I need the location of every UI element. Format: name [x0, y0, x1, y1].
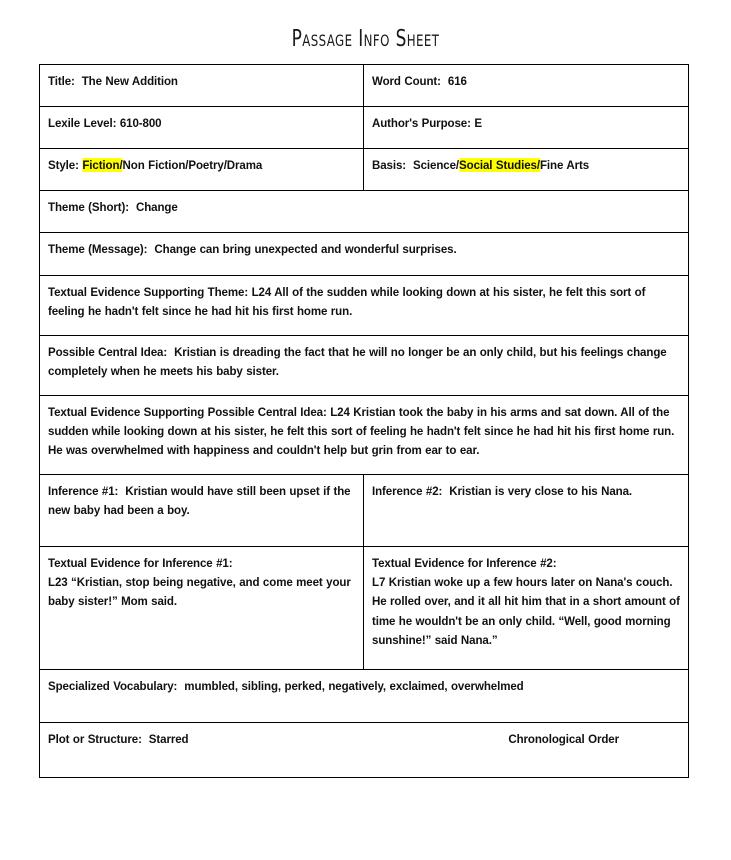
style-option-non-fiction[interactable]: Non Fiction/ [122, 158, 189, 172]
lexile-value: 610-800 [119, 116, 162, 130]
evidence-inference-1-value: L23 “Kristian, stop being negative, and come meet your baby sister!” Mom said. [48, 575, 351, 609]
evidence-inference-1-label: Textual Evidence for Inference #1: [48, 556, 233, 570]
plot-structure-primary [48, 730, 508, 749]
specialized-vocabulary-label: Specialized Vocabulary: [48, 679, 178, 693]
cell-basis [364, 149, 689, 191]
cell-title [40, 65, 364, 107]
cell-theme-short [40, 191, 689, 233]
page-title: Passage Info Sheet [291, 26, 440, 52]
cell-lexile-level [40, 107, 364, 149]
theme-short-value: Change [135, 200, 178, 214]
cell-evidence-inference-1 [40, 547, 364, 670]
title-label: Title: [48, 74, 75, 88]
inference-1-label: Inference #1: [48, 484, 119, 498]
authors-purpose-label: Author's Purpose: [372, 116, 471, 130]
basis-option-fine-arts[interactable]: Fine Arts [539, 158, 590, 172]
cell-plot-structure [40, 723, 689, 778]
cell-evidence-inference-2 [364, 547, 689, 670]
cell-central-idea [40, 336, 689, 396]
evidence-inference-2-value: L7 Kristian woke up a few hours later on Nana's couch. He rolled over, and it all hit him that in a short amount of time he wouldn't be an only child. “Well, good morning sunshine!” said Nana.” [372, 575, 680, 647]
inference-1-value: Kristian would have still been upset if the new baby had been a boy. [48, 484, 351, 518]
style-option-drama[interactable]: Drama [226, 158, 263, 172]
cell-theme-message [40, 233, 689, 276]
table-row [40, 107, 689, 149]
style-label: Style: [48, 158, 79, 172]
theme-message-label: Theme (Message): [48, 242, 148, 256]
table-row [40, 149, 689, 191]
basis-option-social-studies[interactable]: Social Studies/ [459, 158, 540, 172]
inference-2-value: Kristian is very close to his Nana. [449, 484, 633, 498]
plot-structure-label: Plot or Structure: [48, 732, 142, 746]
plot-structure-value: Starred [148, 732, 189, 746]
table-row [40, 475, 689, 547]
cell-inference-1 [40, 475, 364, 547]
table-row [40, 670, 689, 723]
central-idea-label: Possible Central Idea: [48, 345, 168, 359]
cell-word-count [364, 65, 689, 107]
style-option-fiction[interactable]: Fiction/ [82, 158, 123, 172]
basis-label: Basis: [372, 158, 407, 172]
passage-info-table [39, 64, 689, 778]
style-option-poetry[interactable]: Poetry/ [188, 158, 227, 172]
table-row [40, 276, 689, 336]
table-row [40, 723, 689, 778]
cell-inference-2 [364, 475, 689, 547]
table-row [40, 191, 689, 233]
evidence-central-idea-label: Textual Evidence Supporting Possible Central Idea: [48, 405, 327, 419]
cell-specialized-vocabulary [40, 670, 689, 723]
table-row [40, 65, 689, 107]
theme-message-value: Change can bring unexpected and wonderful surprises. [154, 242, 457, 256]
plot-structure-secondary: Chronological Order [508, 732, 620, 746]
inference-2-label: Inference #2: [372, 484, 443, 498]
evidence-theme-value: L24 All of the sudden while looking down at his sister, he felt this sort of feeling he hadn't felt since he had hit his first home run. [48, 285, 646, 319]
evidence-central-idea-value: L24 Kristian took the baby in his arms and sat down. All of the sudden while looking down at his sister, he felt this sort of feeling he hadn't felt since he had hit his first home run. He was overwhelmed with happiness and couldn't help but grin from ear to ear. [48, 405, 675, 458]
table-row [40, 233, 689, 276]
cell-style [40, 149, 364, 191]
table-row [40, 547, 689, 670]
authors-purpose-value: E [474, 116, 482, 130]
evidence-theme-label: Textual Evidence Supporting Theme: [48, 285, 249, 299]
specialized-vocabulary-value: mumbled, sibling, perked, negatively, exclaimed, overwhelmed [184, 679, 524, 693]
central-idea-value: Kristian is dreading the fact that he will no longer be an only child, but his feelings change completely when he meets his baby sister. [48, 345, 667, 379]
theme-short-label: Theme (Short): [48, 200, 130, 214]
cell-authors-purpose [364, 107, 689, 149]
table-row [40, 336, 689, 396]
cell-evidence-central-idea [40, 396, 689, 475]
word-count-value: 616 [447, 74, 467, 88]
evidence-inference-2-label: Textual Evidence for Inference #2: [372, 556, 557, 570]
basis-option-science[interactable]: Science/ [413, 158, 460, 172]
word-count-label: Word Count: [372, 74, 441, 88]
lexile-label: Lexile Level: [48, 116, 117, 130]
table-row [40, 396, 689, 475]
title-value: The New Addition [81, 74, 178, 88]
cell-evidence-theme [40, 276, 689, 336]
